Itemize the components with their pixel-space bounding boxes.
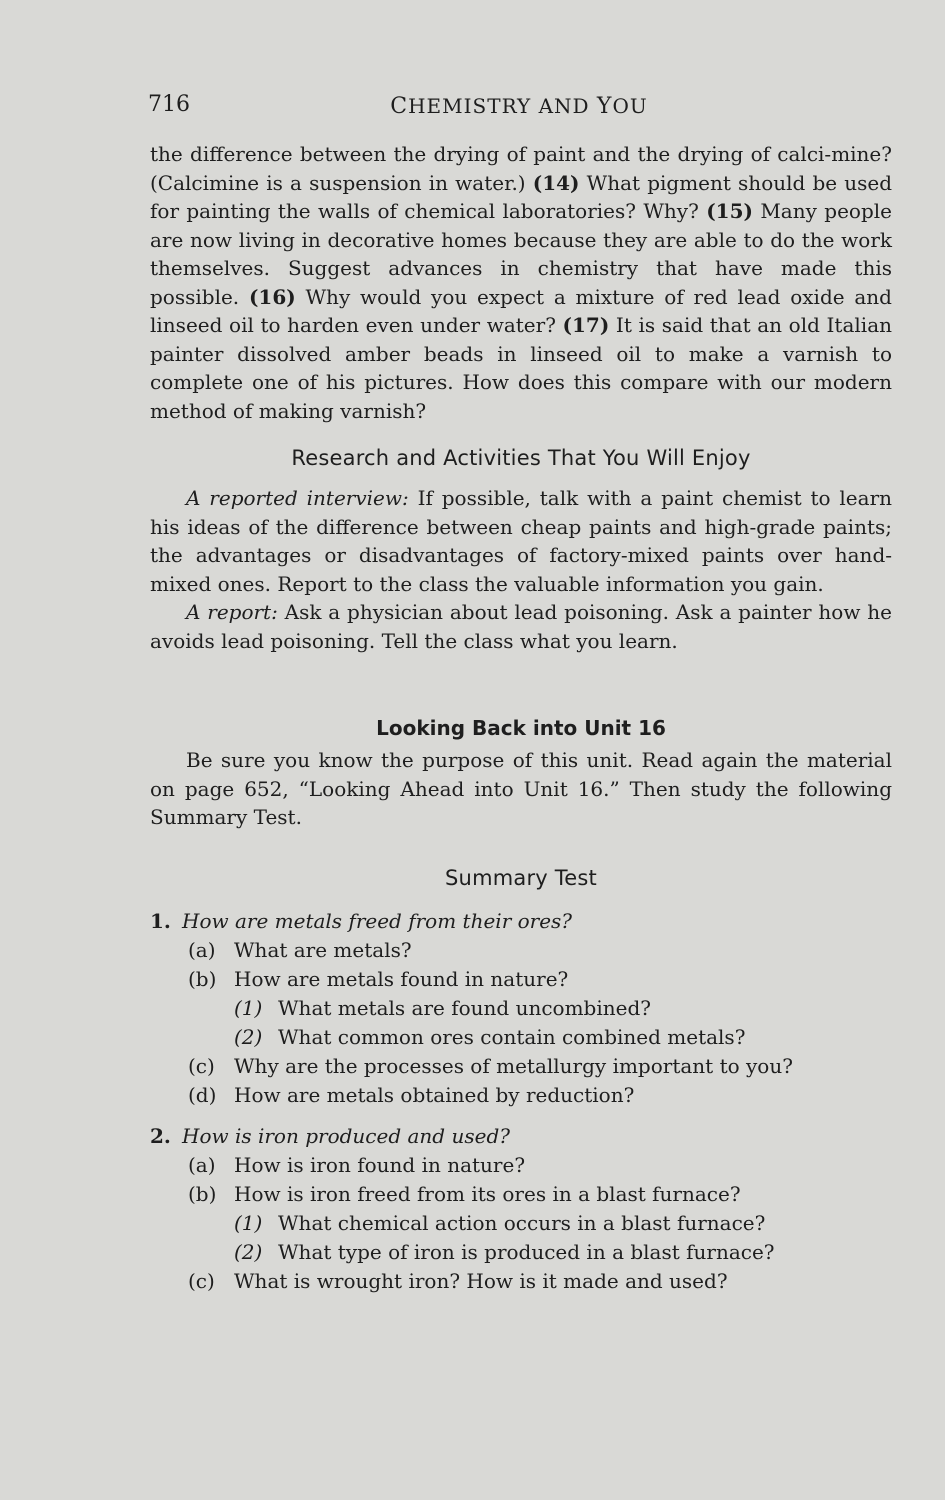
page-number: 716 [148,92,190,117]
summary-question-2 [150,1122,892,1296]
question-number: (17) [562,313,610,337]
questions-paragraph: the difference between the drying of paint and the drying of calci-mine? (Calcimine is a suspension in water.) (14) What pigment should be used for painting the walls of chemical laboratories? Why? (15) Many people are now living in decorative homes because they are able to do the work themselves. Suggest advances in chemistry that have made this possible. (16) Why would you expect a mixture of red lead oxide and linseed oil to harden even under water? (17) It is said that an old Italian painter dissolved amber beads in linseed oil to make a varnish to complete one of his pictures. How does this compare with our modern method of making varnish? [150,142,893,423]
question-number: (16) [248,284,296,309]
question-item: (d) How are metals obtained by reduction? [188,1083,635,1107]
report-paragraph: A report: Ask a physician about lead poisoning. Ask a painter how he avoids lead poisoning. Tell the class what you learn. [150,600,892,653]
summary-question-1 [150,907,892,1110]
question-number: (15) [706,199,753,223]
page-header [148,92,890,126]
question-subitem: (2) What type of iron is produced in a blast furnace? [234,1240,775,1264]
summary-test-heading: Summary Test [445,866,597,890]
question-item: (a) How is iron found in nature? [188,1153,526,1177]
question-item: (c) What is wrought iron? How is it made and used? [188,1269,728,1293]
question-title: 1. How are metals freed from their ores? [150,909,573,933]
looking-back-heading: Looking Back into Unit 16 [376,716,666,740]
question-subitem: (2) What common ores contain combined metals? [234,1025,746,1049]
research-heading: Research and Activities That You Will Enjoy [291,446,751,470]
looking-back-paragraph: Be sure you know the purpose of this unit. Read again the material on page 652, “Looking Ahead into Unit 16.” Then study the following Summary Test. [150,748,892,829]
question-title: 2. How is iron produced and used? [150,1124,510,1148]
research-body [150,484,892,655]
question-item: (a) What are metals? [188,938,412,962]
question-subitem: (1) What metals are found uncombined? [234,996,651,1020]
question-subitem: (1) What chemical action occurs in a blast furnace? [234,1211,766,1235]
question-item: (b) How are metals found in nature? [188,967,569,991]
looking-back-body [150,746,892,832]
research-section [150,446,892,470]
looking-back-section [150,716,892,740]
running-title: CHEMISTRY AND YOU [390,94,648,119]
question-item: (b) How is iron freed from its ores in a blast furnace? [188,1182,741,1206]
question-item: (c) Why are the processes of metallurgy important to you? [188,1054,793,1078]
questions-continued [150,140,892,425]
question-number: (14) [532,170,580,195]
interview-paragraph: A reported interview: If possible, talk with a paint chemist to learn his ideas of the difference between cheap paints and high-grade paints; the advantages or disadvantages of factory-mixed paints over hand-mixed ones. Report to the class the valuable information you gain. [150,486,893,596]
summary-test-section [150,866,892,890]
